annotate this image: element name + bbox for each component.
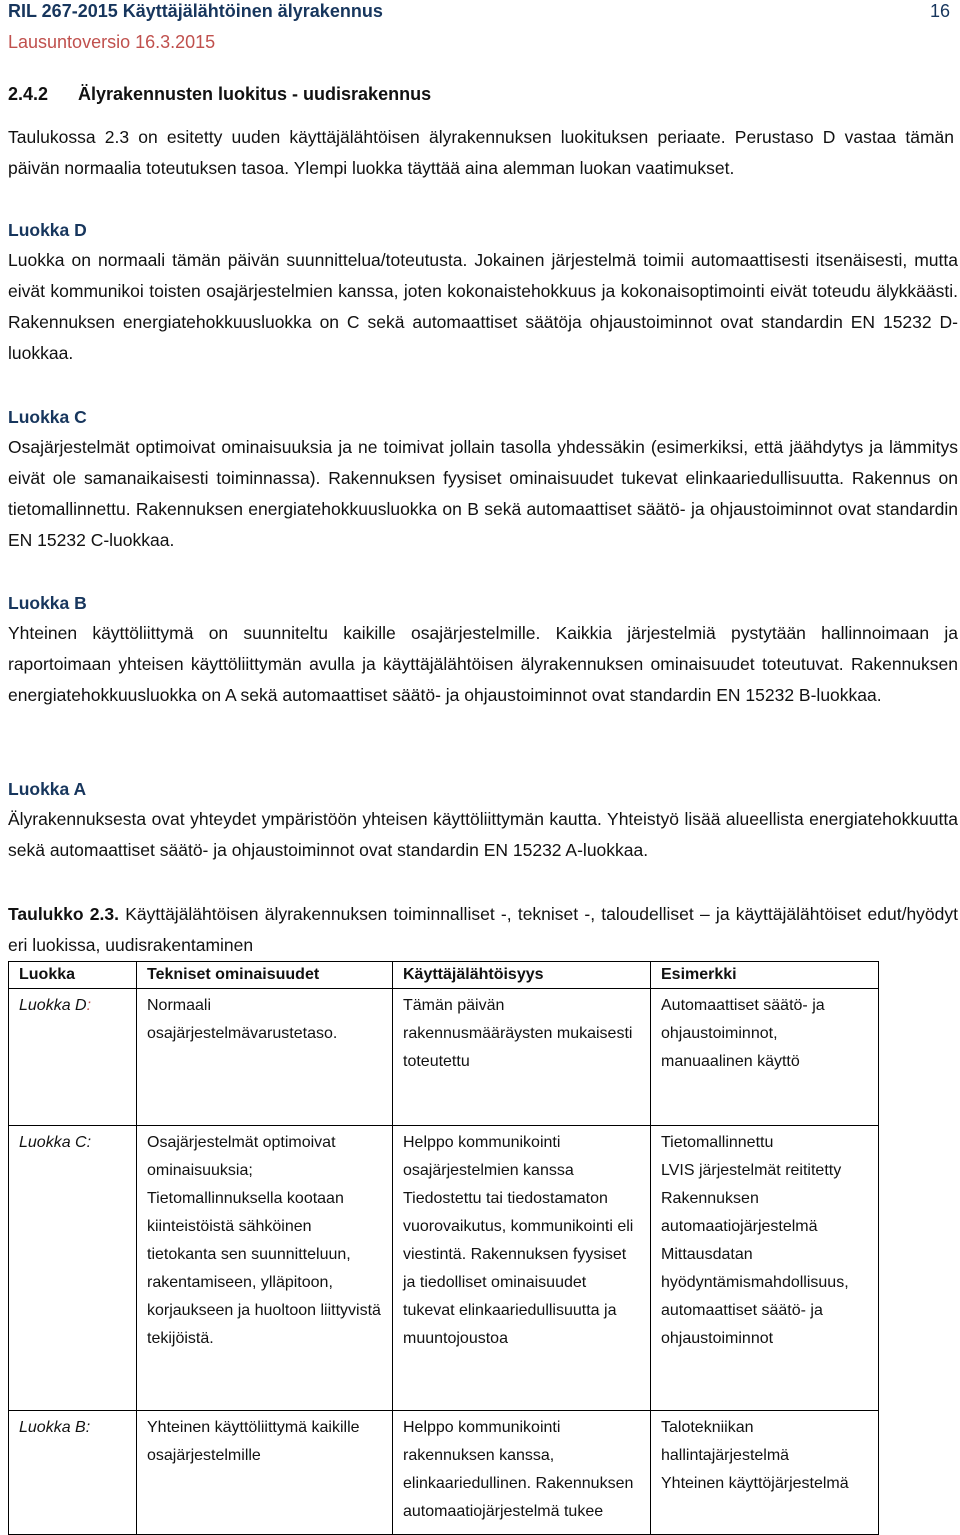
- classification-table: [8, 961, 879, 1535]
- class-b-title: Luokka B: [8, 593, 87, 613]
- class-a-body: Älyrakennuksesta ovat yhteydet ympäristöön yhteisen käyttöliittymän kautta. Yhteistyö lisää alueellista energiatehokkuutta sekä automaattiset säätö- ja ohjaustoiminnot ovat standardin EN 15232 A-luokkaa.: [8, 809, 958, 860]
- class-c-title: Luokka C: [8, 407, 87, 427]
- page-number: 16: [929, 1, 950, 21]
- heading-text: Älyrakennusten luokitus - uudisrakennus: [78, 84, 432, 104]
- column-header-class: Luokka: [9, 962, 137, 989]
- class-label: Luokka C: [19, 1134, 87, 1151]
- table-cell-class: [9, 1126, 137, 1411]
- table-cell-example: [651, 1411, 879, 1535]
- table-cell-class: [9, 989, 137, 1126]
- column-header-technical: Tekniset ominaisuudet: [137, 962, 393, 989]
- table-cell-user: Tämän päivän rakennusmääräysten mukaisesti toteutettu: [393, 989, 651, 1126]
- table-cell-example: [651, 989, 879, 1126]
- table-header-row: [9, 962, 879, 989]
- intro-paragraph: Taulukossa 2.3 on esitetty uuden käyttäjälähtöisen älyrakennuksen luokituksen periaate. Perustaso D vastaa tämän päivän normaalia toteutuksen tasoa. Ylempi luokka täyttää aina alemman luokan vaatimukset.: [8, 127, 954, 178]
- table-row: [9, 1411, 879, 1535]
- table-cell-technical: Osajärjestelmät optimoivat ominaisuuksia; Tietomallinnuksella kootaan kiinteistöistä sähköinen tietokanta sen suunnitteluun, rakentamiseen, ylläpitoon, korjaukseen ja huoltoon liittyvistä tekijöistä.: [137, 1126, 393, 1411]
- table-cell-user: Helppo kommunikointi osajärjestelmien kanssa Tiedostettu tai tiedostamaton vuorovaikutus, kommunikointi eli viestintä. Rakennuksen fyysiset ja tiedolliset ominaisuudet tukevat elinkaariedullisuutta ja muuntojoustoa: [393, 1126, 651, 1411]
- example-line: Automaattiset säätö- ja ohjaustoiminnot, manuaalinen käyttö: [661, 997, 825, 1070]
- heading-number: 2.4.2: [8, 84, 49, 104]
- table-caption: [8, 899, 958, 961]
- class-label: Luokka D: [19, 997, 87, 1014]
- example-line: Mittausdatan hyödyntämismahdollisuus, automaattiset säätö- ja ohjaustoiminnot: [661, 1246, 849, 1347]
- class-label: Luokka B: [19, 1419, 86, 1436]
- header-title: RIL 267-2015 Käyttäjälähtöinen älyrakennus: [8, 1, 383, 21]
- class-colon: :: [86, 997, 92, 1014]
- table-caption-label: Taulukko 2.3.: [8, 904, 119, 924]
- class-colon: :: [86, 1134, 92, 1151]
- version-label: Lausuntoversio 16.3.2015: [8, 32, 216, 52]
- table-cell-technical: Normaali osajärjestelmävarustetaso.: [137, 989, 393, 1126]
- table-cell-user: Helppo kommunikointi rakennuksen kanssa, elinkaariedullinen. Rakennuksen automaatiojärjestelmä tukee: [393, 1411, 651, 1535]
- example-line: LVIS järjestelmät reititetty: [661, 1162, 842, 1179]
- table-cell-example: [651, 1126, 879, 1411]
- example-line: Rakennuksen automaatiojärjestelmä: [661, 1190, 818, 1235]
- table-cell-class: [9, 1411, 137, 1535]
- example-line: Yhteinen käyttöjärjestelmä: [661, 1475, 849, 1492]
- table-row: [9, 989, 879, 1126]
- example-line: Tietomallinnettu: [661, 1134, 774, 1151]
- table-cell-technical: Yhteinen käyttöliittymä kaikille osajärjestelmille: [137, 1411, 393, 1535]
- class-b-body: Yhteinen käyttöliittymä on suunniteltu kaikille osajärjestelmille. Kaikkia järjestelmiä pystytään hallinnoimaan ja raportoimaan yhteisen käyttöliittymän avulla ja käyttäjälähtöisen älyrakennuksen ominaisuudet toteutuvat. Rakennuksen energiatehokkuusluokka on A sekä automaattiset säätö- ja ohjaustoiminnot ovat standardin EN 15232 B-luokkaa.: [8, 623, 958, 705]
- table-caption-text: Käyttäjälähtöisen älyrakennuksen toiminnalliset -, tekniset -, taloudelliset – ja käyttäjälähtöiset edut/hyödyt eri luokissa, uudisrakentaminen: [8, 904, 958, 955]
- column-header-user: Käyttäjälähtöisyys: [393, 962, 651, 989]
- class-d-body: Luokka on normaali tämän päivän suunnittelua/toteutusta. Jokainen järjestelmä toimii automaattisesti itsenäisesti, mutta eivät kommunikoi toisten osajärjestelmien kanssa, joten kokonaistehokkuus ja kokonaisoptimointi eivät toteudu älykkäästi. Rakennuksen energiatehokkuusluokka on C sekä automaattiset säätöja ohjaustoiminnot ovat standardin EN 15232 D-luokkaa.: [8, 250, 958, 363]
- column-header-example: Esimerkki: [651, 962, 879, 989]
- class-a-title: Luokka A: [8, 779, 87, 799]
- section-heading: [8, 83, 431, 105]
- class-c-body: Osajärjestelmät optimoivat ominaisuuksia ja ne toimivat jollain tasolla yhdessäkin (esimerkiksi, että jäähdytys ja lämmitys eivät ole samanaikaisesti toiminnassa). Rakennuksen fyysiset ominaisuudet tukevat elinkaariedullisuutta. Rakennus on tietomallinnettu. Rakennuksen energiatehokkuusluokka on B sekä automaattiset säätö- ja ohjaustoiminnot ovat standardin EN 15232 C-luokkaa.: [8, 437, 958, 550]
- class-colon: :: [85, 1419, 91, 1436]
- example-line: Talotekniikan hallintajärjestelmä: [661, 1419, 790, 1464]
- class-d-title: Luokka D: [8, 220, 87, 240]
- table-row: [9, 1126, 879, 1411]
